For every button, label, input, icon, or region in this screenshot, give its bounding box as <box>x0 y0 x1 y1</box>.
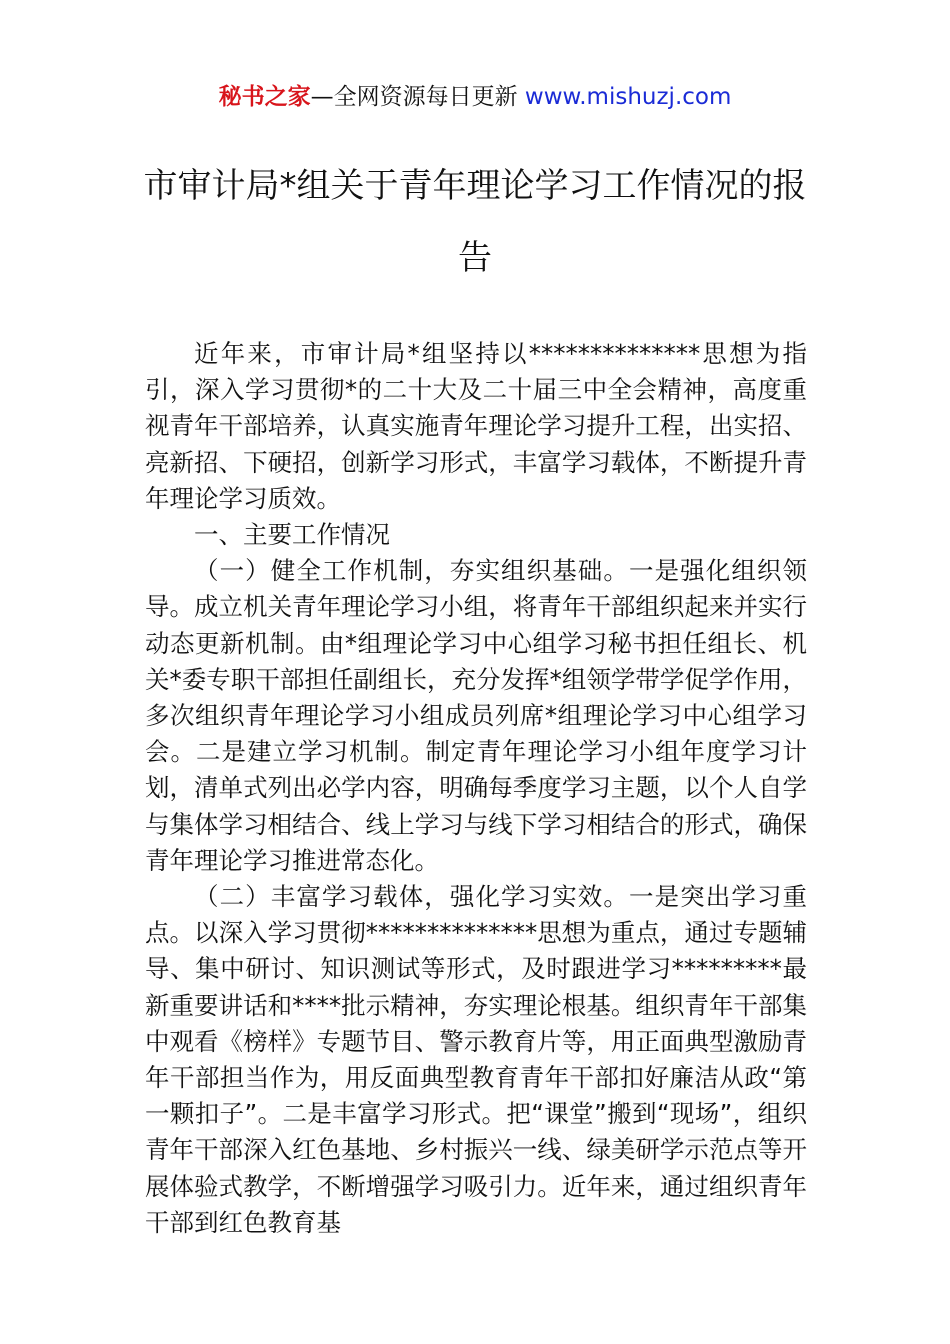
site-banner <box>0 82 950 112</box>
intro-paragraph: 近年来，市审计局*组坚持以**************思想为指引，深入学习贯彻*的二十大及二十届三中全会精神，高度重视青年干部培养，认真实施青年理论学习提升工程，出实招、亮新招、下硬招，创新学习形式，丰富学习载体，不断提升青年理论学习质效。 <box>145 339 807 513</box>
section-heading: 一、主要工作情况 <box>194 520 390 550</box>
site-brand: 秘书之家 <box>218 84 311 110</box>
site-tagline: —全网资源每日更新 <box>310 84 525 110</box>
body-paragraph: （一）健全工作机制，夯实组织基础。一是强化组织领导。成立机关青年理论学习小组，将青年干部组织起来并实行动态更新机制。由*组理论学习中心组学习秘书担任组长、机关*委专职干部担任副组长，充分发挥*组领学带学促学作用，多次组织青年理论学习小组成员列席*组理论学习中心组学习会。二是建立学习机制。制定青年理论学习小组年度学习计划，清单式列出必学内容，明确每季度学习主题，以个人自学与集体学习相结合、线上学习与线下学习相结合的形式，确保青年理论学习推进常态化。 <box>145 556 807 875</box>
document-title: 市审计局*组关于青年理论学习工作情况的报告 <box>143 166 807 278</box>
document-body <box>145 336 807 1241</box>
site-url-link[interactable]: www.mishuzj.com <box>524 84 732 110</box>
body-paragraph: （二）丰富学习载体，强化学习实效。一是突出学习重点。以深入学习贯彻**************思想为重点，通过专题辅导、集中研讨、知识测试等形式，及时跟进学习*********最新重要讲话和****批示精神，夯实理论根基。组织青年干部集中观看《榜样》专题节目、警示教育片等，用正面典型激励青年干部担当作为，用反面典型教育青年干部扣好廉洁从政“第一颗扣子”。二是丰富学习形式。把“课堂”搬到“现场”，组织青年干部深入红色基地、乡村振兴一线、绿美研学示范点等开展体验式教学，不断增强学习吸引力。近年来，通过组织青年干部到红色教育基 <box>145 882 807 1237</box>
